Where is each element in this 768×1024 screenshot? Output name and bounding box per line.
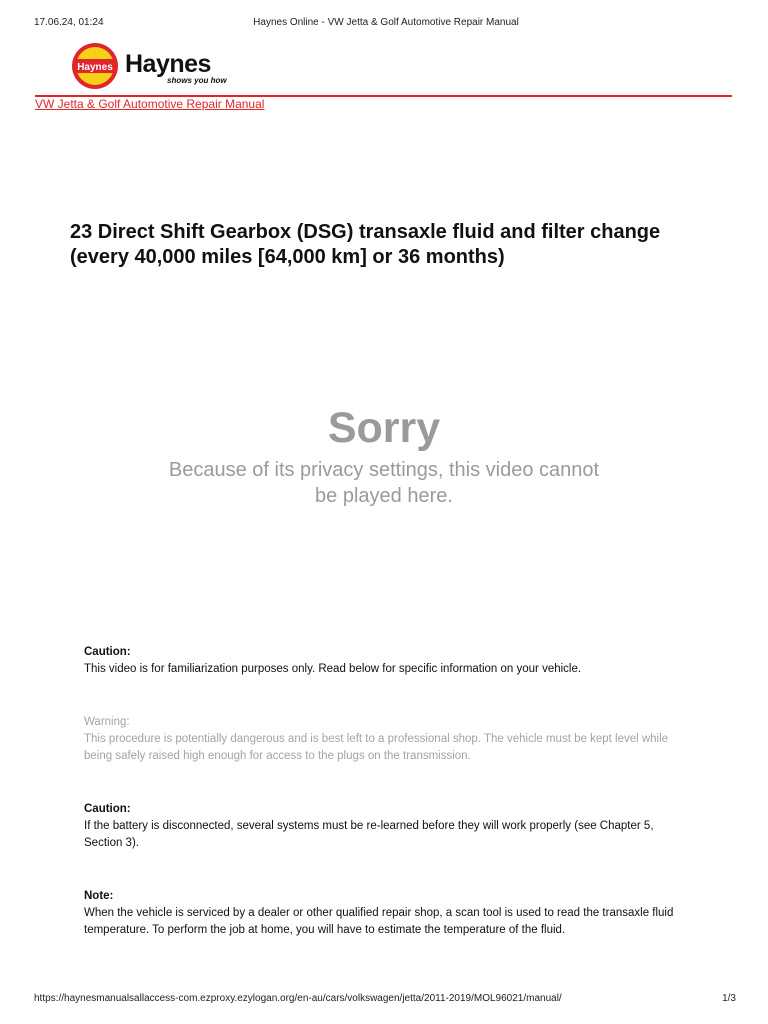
note-text: This video is for familiarization purposes only. Read below for specific information on your vehicle. — [84, 663, 582, 675]
info-note — [84, 888, 694, 939]
print-footer — [34, 993, 736, 1007]
print-header — [34, 17, 738, 31]
note-label: Note: — [84, 890, 114, 902]
logo-tagline: shows you how — [167, 76, 227, 85]
warning-note — [84, 714, 694, 765]
haynes-badge-icon — [70, 42, 120, 90]
section-title: 23 Direct Shift Gearbox (DSG) transaxle fluid and filter change (every 40,000 miles [64,000 km] or 36 months) — [70, 221, 661, 268]
print-datetime: 17.06.24, 01:24 — [34, 17, 104, 28]
print-page-title: Haynes Online - VW Jetta & Golf Automotive Repair Manual — [253, 17, 519, 28]
badge-text: Haynes — [77, 62, 113, 73]
caution-note — [84, 644, 694, 678]
note-text: When the vehicle is serviced by a dealer or other qualified repair shop, a scan tool is used to read the transaxle fluid temperature. To perform the job at home, you will have to estimate the temperature of the fluid. — [84, 907, 674, 936]
video-privacy-message: Because of its privacy settings, this video cannot be played here. — [168, 459, 600, 507]
note-text: If the battery is disconnected, several systems must be re-learned before they will work properly (see Chapter 5, Section 3). — [84, 820, 654, 849]
note-text: This procedure is potentially dangerous and is best left to a professional shop. The vehicle must be kept level while being safely raised high enough for access to the plugs on the transmission. — [84, 733, 669, 762]
note-label: Caution: — [84, 803, 131, 815]
note-label: Caution: — [84, 646, 131, 658]
caution-note — [84, 801, 694, 852]
page-number: 1/3 — [722, 993, 736, 1004]
haynes-logo[interactable] — [70, 42, 230, 90]
video-sorry-heading: Sorry — [327, 404, 441, 452]
note-label: Warning: — [84, 716, 130, 728]
breadcrumb-manual-link[interactable]: VW Jetta & Golf Automotive Repair Manual — [35, 97, 265, 111]
print-url: https://haynesmanualsallaccess-com.ezproxy.ezylogan.org/en-au/cars/volkswagen/jetta/2011-2019/MOL96021/manual/ — [34, 993, 562, 1004]
logo-wordmark: Haynes — [125, 50, 211, 78]
